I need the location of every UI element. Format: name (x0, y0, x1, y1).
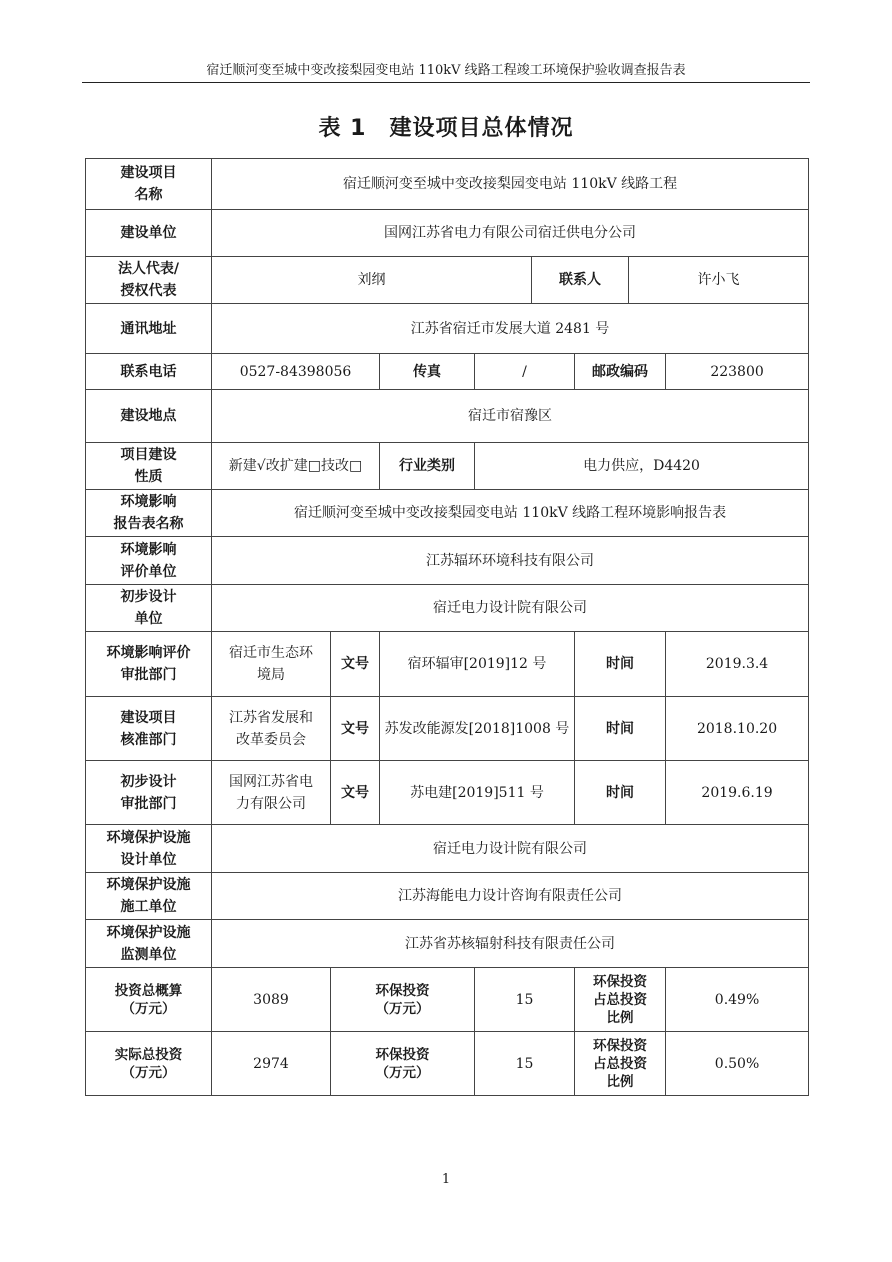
row-location (86, 390, 809, 443)
label-design-approval: 初步设计 审批部门 (86, 761, 212, 825)
value-actual: 2974 (212, 1032, 331, 1096)
label-actual: 实际总投资 （万元） (86, 1032, 212, 1096)
row-address (86, 304, 809, 354)
page-number: 1 (441, 1172, 451, 1187)
label-contact: 联系人 (532, 257, 629, 304)
value-builder: 国网江苏省电力有限公司宿迁供电分公司 (212, 210, 809, 257)
value-contact: 许小飞 (629, 257, 809, 304)
label-phone: 联系电话 (86, 354, 212, 390)
label-eia-approval-doc: 文号 (331, 632, 380, 697)
label-project-approval-time: 时间 (575, 697, 666, 761)
row-legal-rep (86, 257, 809, 304)
row-design-approval (86, 761, 809, 825)
label-zip: 邮政编码 (575, 354, 666, 390)
value-budget: 3089 (212, 968, 331, 1032)
row-eia-report (86, 490, 809, 537)
label-industry: 行业类别 (380, 443, 475, 490)
value-phone: 0527-84398056 (212, 354, 380, 390)
row-nature (86, 443, 809, 490)
document-header: 宿迁顺河变至城中变改接梨园变电站 110kV 线路工程竣工环境保护验收调查报告表 (206, 63, 686, 78)
label-budget-ratio: 环保投资 占总投资 比例 (575, 968, 666, 1032)
value-ep-monitor: 江苏省苏核辐射科技有限责任公司 (212, 920, 809, 968)
value-address: 江苏省宿迁市发展大道 2481 号 (212, 304, 809, 354)
label-legal-rep: 法人代表/ 授权代表 (86, 257, 212, 304)
row-project-name (86, 159, 809, 210)
header-rule (82, 82, 810, 83)
value-eia-approval-doc: 宿环辐审[2019]12 号 (380, 632, 575, 697)
label-project-approval: 建设项目 核准部门 (86, 697, 212, 761)
label-fax: 传真 (380, 354, 475, 390)
value-actual-ep: 15 (475, 1032, 575, 1096)
label-budget: 投资总概算 （万元） (86, 968, 212, 1032)
row-project-approval (86, 697, 809, 761)
value-location: 宿迁市宿豫区 (212, 390, 809, 443)
value-budget-ratio: 0.49% (666, 968, 809, 1032)
row-ep-construction (86, 873, 809, 920)
label-location: 建设地点 (86, 390, 212, 443)
value-budget-ep: 15 (475, 968, 575, 1032)
label-nature: 项目建设 性质 (86, 443, 212, 490)
label-eia-approval: 环境影响评价 审批部门 (86, 632, 212, 697)
value-actual-ratio: 0.50% (666, 1032, 809, 1096)
value-project-approval-dept: 江苏省发展和 改革委员会 (212, 697, 331, 761)
value-eia-report: 宿迁顺河变至城中变改接梨园变电站 110kV 线路工程环境影响报告表 (212, 490, 809, 537)
label-design-unit: 初步设计 单位 (86, 585, 212, 632)
value-eia-approval-time: 2019.3.4 (666, 632, 809, 697)
row-ep-monitor (86, 920, 809, 968)
row-eia-unit (86, 537, 809, 585)
row-design-unit (86, 585, 809, 632)
label-actual-ep: 环保投资 （万元） (331, 1032, 475, 1096)
value-project-approval-doc: 苏发改能源发[2018]1008 号 (380, 697, 575, 761)
label-project-approval-doc: 文号 (331, 697, 380, 761)
table-title: 表 1 建设项目总体情况 (318, 116, 574, 141)
label-project-name: 建设项目 名称 (86, 159, 212, 210)
label-design-approval-doc: 文号 (331, 761, 380, 825)
label-eia-report: 环境影响 报告表名称 (86, 490, 212, 537)
value-fax: / (475, 354, 575, 390)
row-eia-approval (86, 632, 809, 697)
row-budget (86, 968, 809, 1032)
value-design-approval-dept: 国网江苏省电 力有限公司 (212, 761, 331, 825)
value-ep-construction: 江苏海能电力设计咨询有限责任公司 (212, 873, 809, 920)
value-nature: 新建√改扩建□技改□ (212, 443, 380, 490)
row-builder (86, 210, 809, 257)
value-project-approval-time: 2018.10.20 (666, 697, 809, 761)
value-design-approval-doc: 苏电建[2019]511 号 (380, 761, 575, 825)
value-project-name: 宿迁顺河变至城中变改接梨园变电站 110kV 线路工程 (212, 159, 809, 210)
value-design-approval-time: 2019.6.19 (666, 761, 809, 825)
label-eia-unit: 环境影响 评价单位 (86, 537, 212, 585)
label-address: 通讯地址 (86, 304, 212, 354)
label-design-approval-time: 时间 (575, 761, 666, 825)
label-ep-construction: 环境保护设施 施工单位 (86, 873, 212, 920)
label-ep-monitor: 环境保护设施 监测单位 (86, 920, 212, 968)
value-industry: 电力供应，D4420 (475, 443, 809, 490)
label-ep-design: 环境保护设施 设计单位 (86, 825, 212, 873)
row-phone (86, 354, 809, 390)
value-design-unit: 宿迁电力设计院有限公司 (212, 585, 809, 632)
project-overview-table (85, 158, 809, 1096)
label-actual-ratio: 环保投资 占总投资 比例 (575, 1032, 666, 1096)
label-builder: 建设单位 (86, 210, 212, 257)
row-ep-design (86, 825, 809, 873)
value-ep-design: 宿迁电力设计院有限公司 (212, 825, 809, 873)
label-budget-ep: 环保投资 （万元） (331, 968, 475, 1032)
row-actual (86, 1032, 809, 1096)
value-eia-unit: 江苏辐环环境科技有限公司 (212, 537, 809, 585)
label-eia-approval-time: 时间 (575, 632, 666, 697)
value-eia-approval-dept: 宿迁市生态环 境局 (212, 632, 331, 697)
value-zip: 223800 (666, 354, 809, 390)
value-legal-rep: 刘纲 (212, 257, 532, 304)
